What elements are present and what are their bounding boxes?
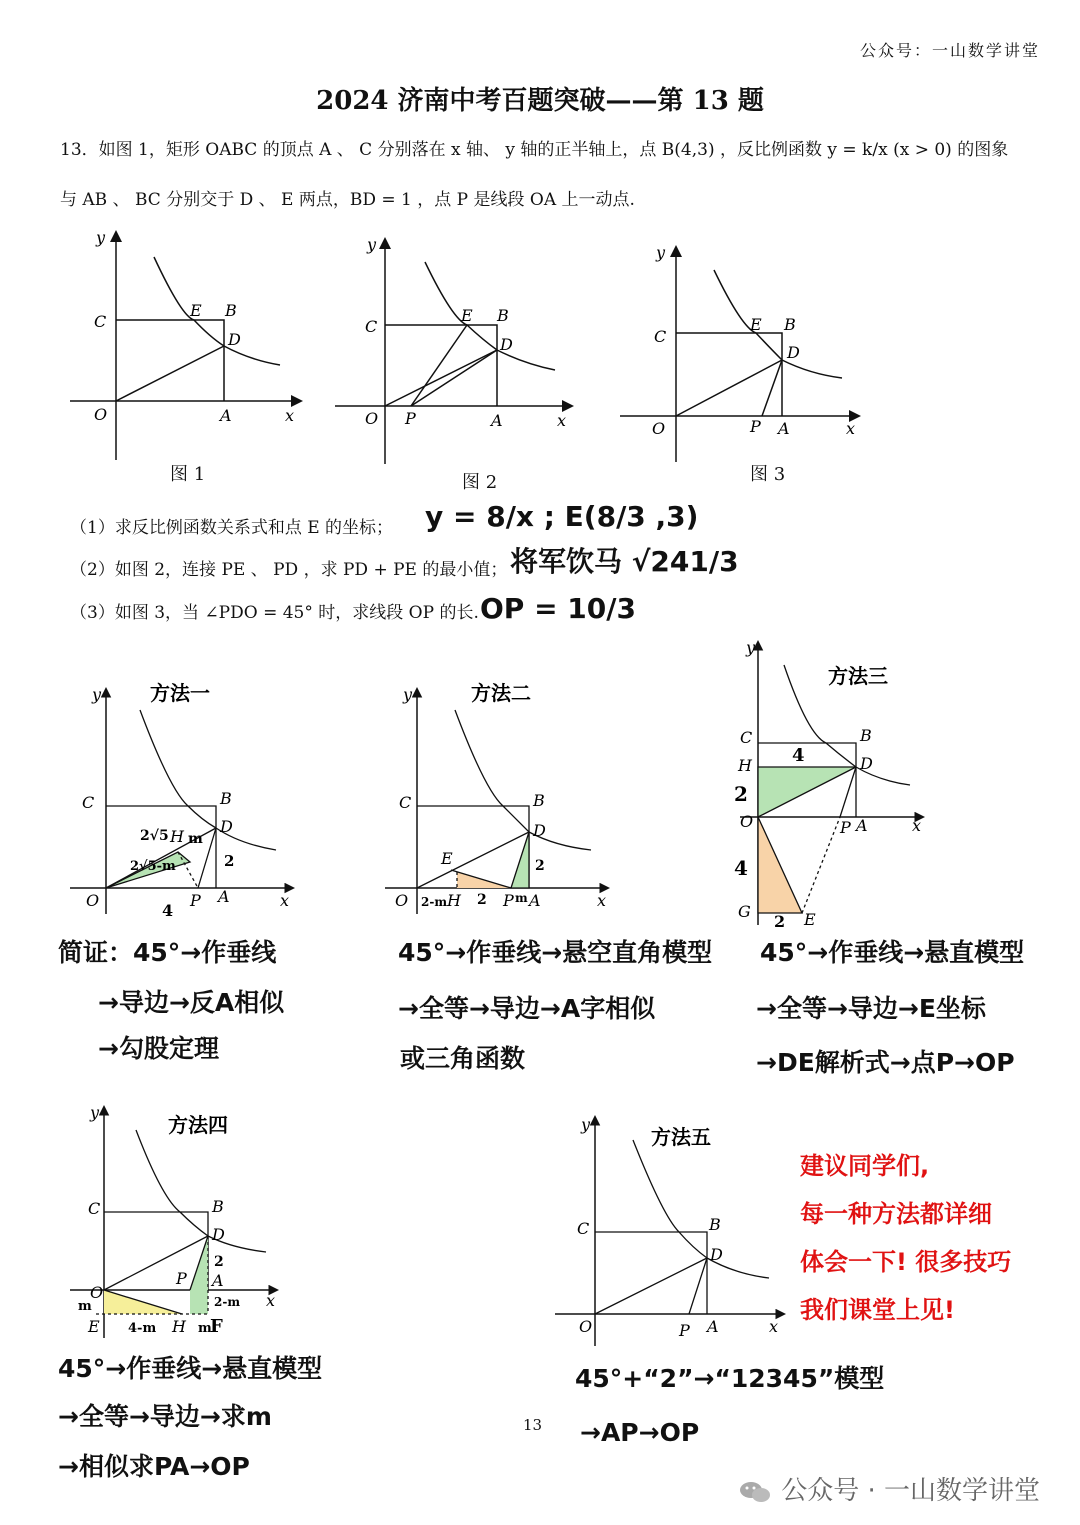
svg-text:D: D (710, 1245, 723, 1264)
svg-text:O: O (365, 409, 379, 428)
svg-text:B: B (860, 726, 872, 745)
advice-line-4: 我们课堂上见! (800, 1296, 955, 1324)
fig2-caption: 图 2 (462, 472, 498, 493)
method-2-figure (385, 680, 615, 920)
svg-text:E: E (750, 315, 762, 334)
svg-text:2: 2 (214, 1254, 224, 1270)
svg-text:O: O (579, 1317, 593, 1336)
svg-text:2: 2 (774, 912, 786, 931)
svg-text:2-m: 2-m (214, 1295, 241, 1309)
svg-text:O: O (86, 891, 100, 910)
figure-2 (335, 232, 575, 472)
svg-text:x: x (266, 1291, 276, 1310)
svg-text:2√5-m: 2√5-m (130, 859, 176, 874)
method-4-title: 方法四 (168, 1113, 228, 1137)
svg-text:C: C (654, 327, 667, 346)
svg-text:x: x (280, 891, 290, 910)
svg-text:x: x (769, 1317, 779, 1336)
answer-2: 将军饮马 √241/3 (510, 545, 739, 578)
method-3-note-1: 45°→作垂线→悬直模型 (760, 938, 1025, 967)
svg-text:A: A (212, 1271, 224, 1290)
svg-text:m: m (198, 1321, 212, 1336)
svg-text:2-m: 2-m (421, 895, 448, 909)
svg-text:E: E (88, 1317, 100, 1336)
svg-text:B: B (784, 315, 796, 334)
svg-text:H: H (738, 756, 752, 775)
svg-text:2: 2 (477, 892, 487, 908)
svg-text:P: P (176, 1269, 187, 1288)
method-5-note-2: →AP→OP (580, 1418, 700, 1447)
fig1-label-D: D (228, 330, 241, 349)
svg-text:m: m (515, 891, 528, 905)
svg-text:m: m (78, 1299, 92, 1314)
method-3-figure (730, 635, 930, 930)
method-1-figure (70, 680, 300, 920)
svg-text:y: y (746, 638, 756, 657)
svg-text:E: E (461, 306, 473, 325)
method-1-note-1: 简证：45°→作垂线 (58, 938, 277, 967)
fig1-label-B: B (225, 301, 237, 320)
svg-text:O: O (90, 1283, 104, 1302)
svg-text:y: y (403, 685, 413, 704)
svg-text:D: D (860, 754, 873, 773)
svg-text:E: E (441, 849, 453, 868)
fig1-label-C: C (94, 312, 107, 331)
footer-text: 公众号 · 一山数学讲堂 (781, 1476, 1040, 1506)
method-1-note-3: →勾股定理 (98, 1034, 219, 1063)
svg-text:O: O (395, 891, 409, 910)
figure-3 (620, 240, 865, 465)
question-2: （2）如图 2，连接 PE 、 PD ，求 PD + PE 的最小值； (70, 560, 508, 580)
svg-text:F: F (210, 1316, 223, 1337)
problem-line-1: 13．如图 1，矩形 OABC 的顶点 A 、 C 分别落在 x 轴、 y 轴的正半轴上，点 B(4,3) ，反比例函数 y = k/x (x > 0) 的图象 (60, 140, 1009, 160)
svg-text:4: 4 (734, 856, 748, 880)
svg-text:D: D (500, 335, 513, 354)
svg-text:D: D (787, 343, 800, 362)
svg-text:x: x (557, 411, 567, 430)
svg-text:B: B (533, 791, 545, 810)
svg-text:B: B (220, 789, 232, 808)
svg-text:A: A (778, 419, 790, 438)
svg-text:y: y (367, 235, 377, 254)
method-4-note-1: 45°→作垂线→悬直模型 (58, 1354, 323, 1383)
svg-text:H: H (447, 891, 461, 910)
svg-text:H: H (172, 1317, 186, 1336)
wechat-icon (739, 1480, 771, 1504)
svg-text:C: C (399, 793, 412, 812)
svg-text:y: y (581, 1115, 591, 1134)
svg-text:x: x (597, 891, 607, 910)
svg-text:4: 4 (162, 901, 174, 920)
page-title: 2024 济南中考百题突破——第 13 题 (316, 86, 764, 116)
footer-watermark (739, 1470, 1040, 1507)
svg-text:y: y (92, 685, 102, 704)
problem-line-2: 与 AB 、 BC 分别交于 D 、 E 两点，BD = 1 ，点 P 是线段 OA 上一动点. (60, 190, 635, 210)
svg-text:2√5: 2√5 (140, 828, 169, 844)
method-5-title: 方法五 (651, 1125, 711, 1149)
svg-text:x: x (846, 419, 856, 438)
svg-text:O: O (740, 812, 754, 831)
fig1-label-A: A (220, 406, 232, 425)
svg-text:D: D (212, 1225, 225, 1244)
svg-text:A: A (218, 887, 230, 906)
svg-text:B: B (497, 306, 509, 325)
method-3-note-2: →全等→导边→E坐标 (756, 994, 986, 1023)
method-4-note-2: →全等→导边→求m (58, 1402, 272, 1431)
fig1-label-y: y (96, 228, 106, 247)
method-2-note-1: 45°→作垂线→悬空直角模型 (398, 938, 713, 967)
fig1-label-x: x (285, 406, 295, 425)
advice-line-2: 每一种方法都详细 (800, 1200, 992, 1228)
figure-1 (70, 225, 310, 465)
svg-text:P: P (405, 409, 416, 428)
svg-text:P: P (750, 417, 761, 436)
svg-text:y: y (90, 1103, 100, 1122)
svg-text:P: P (679, 1321, 690, 1340)
svg-text:D: D (533, 821, 546, 840)
svg-text:4: 4 (792, 745, 805, 766)
source-header: 公众号：一山数学讲堂 (859, 41, 1040, 60)
svg-text:C: C (740, 728, 753, 747)
method-2-title: 方法二 (471, 681, 531, 705)
page-number: 13 (523, 1416, 543, 1434)
svg-text:C: C (577, 1219, 590, 1238)
method-2-note-3: 或三角函数 (400, 1044, 526, 1073)
svg-text:C: C (88, 1199, 101, 1218)
svg-text:D: D (220, 817, 233, 836)
svg-text:2: 2 (535, 858, 545, 874)
svg-text:H: H (170, 827, 184, 846)
fig1-caption: 图 1 (170, 464, 206, 485)
advice-line-3: 体会一下! 很多技巧 (800, 1248, 1012, 1276)
method-5-figure (555, 1110, 795, 1350)
svg-text:C: C (82, 793, 95, 812)
svg-text:A: A (707, 1317, 719, 1336)
svg-text:A: A (491, 411, 503, 430)
svg-text:2: 2 (734, 782, 748, 806)
svg-text:A: A (856, 816, 868, 835)
method-4-note-3: →相似求PA→OP (58, 1452, 250, 1481)
svg-text:2: 2 (224, 852, 235, 870)
fig1-label-O: O (94, 405, 108, 424)
fig3-caption: 图 3 (750, 464, 786, 485)
svg-text:B: B (709, 1215, 721, 1234)
method-1-note-2: →导边→反A相似 (98, 988, 285, 1017)
method-2-note-2: →全等→导边→A字相似 (398, 994, 656, 1023)
svg-text:P: P (190, 891, 201, 910)
method-4-figure (70, 1100, 285, 1340)
advice-line-1: 建议同学们, (800, 1152, 930, 1180)
question-3: （3）如图 3，当 ∠PDO = 45° 时，求线段 OP 的长. (70, 603, 479, 623)
fig1-label-E: E (190, 301, 202, 320)
question-1: （1）求反比例函数关系式和点 E 的坐标； (70, 518, 394, 538)
svg-text:B: B (212, 1197, 224, 1216)
answer-3: OP = 10/3 (480, 592, 636, 625)
method-3-title: 方法三 (828, 664, 888, 688)
method-5-note-1: 45°+“2”→“12345”模型 (575, 1364, 885, 1393)
svg-text:y: y (656, 243, 666, 262)
method-3-note-3: →DE解析式→点P→OP (756, 1048, 1015, 1077)
svg-text:E: E (804, 910, 816, 929)
answer-1: y = 8/x ; E(8/3 ,3) (425, 500, 699, 533)
svg-text:O: O (652, 419, 666, 438)
svg-text:4-m: 4-m (128, 1321, 157, 1336)
svg-text:A: A (529, 891, 541, 910)
method-1-title: 方法一 (150, 681, 210, 705)
svg-text:x: x (912, 816, 922, 835)
svg-text:m: m (188, 831, 203, 847)
svg-text:P: P (840, 818, 851, 837)
svg-text:C: C (365, 317, 378, 336)
svg-text:G: G (738, 902, 751, 921)
svg-text:P: P (503, 891, 514, 910)
